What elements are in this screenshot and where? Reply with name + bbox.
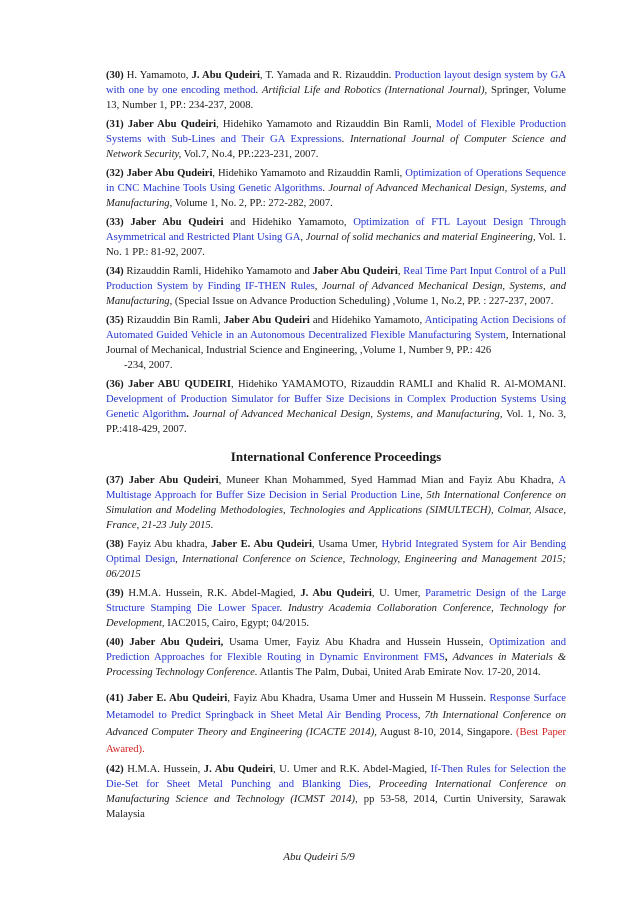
publication-entry: (30) H. Yamamoto, J. Abu Qudeiri, T. Yamada and R. Rizauddin. Production layout design system by GA with one by one encoding method. Artificial Life and Robotics (International Journal), Springer, Volume 13, Number 1, PP.: 234-237, 2008.	[106, 70, 566, 111]
venue: 5th International Conference on Simulation and Modeling Methodologies, Technologies and Applications (SIMULTECH), Colmar, Alsace, France, 21-23 July 2015.	[106, 490, 566, 531]
paper-title-link[interactable]: Hybrid Integrated System for Air Bending Optimal Design	[106, 539, 566, 565]
author-highlight: Jaber Abu Qudeiri,	[129, 637, 224, 648]
venue: Proceeding International Conference on Manufacturing Science and Technology (ICMST 2014)	[106, 779, 567, 805]
publication-entry: (33) Jaber Abu Qudeiri and Hidehiko Yamamoto, Optimization of FTL Layout Design Through Asymmetrical and Restricted Plant Using GA, Journal of solid mechanics and material Engineering, Vol. 1. No. 1 PP.: 81-92, 2007.	[106, 217, 567, 258]
author-highlight: Jaber Abu Qudeiri	[312, 266, 398, 277]
venue: 7th International Conference on Advanced Computer Theory and Engineering (ICACTE 2014)	[106, 710, 567, 738]
venue: International Journal of Mechanical, Industrial Science and Engineering, ,Volume 1, Number 9, PP.: 426	[106, 330, 566, 356]
paper-title-link[interactable]: A Multistage Approach for Buffer Size Decision in Serial Production Line	[106, 475, 566, 501]
paper-title-link[interactable]: If-Then Rules for Selection the Die-Set for Sheet Metal Punching and Blanking Dies	[106, 764, 567, 790]
award-note: (Best Paper Awared).	[106, 727, 566, 755]
publication-entry: (38) Fayiz Abu khadra, Jaber E. Abu Qudeiri, Usama Umer, Hybrid Integrated System for Air Bending Optimal Design, International Conference on Science, Technology, Engineering and Management 2015; 06/2015	[106, 539, 567, 580]
paper-title-link[interactable]: Production layout design system by GA with one by one encoding method	[106, 70, 566, 96]
paper-title-link[interactable]: Model of Flexible Production Systems with Sub-Lines and Their GA Expressions	[106, 119, 566, 145]
author-highlight: J. Abu Qudeiri	[300, 588, 372, 599]
venue: Industry Academia Collaboration Conference, Technology for Development	[106, 603, 567, 629]
publication-entry: (40) Jaber Abu Qudeiri, Usama Umer, Fayiz Abu Khadra and Hussein Hussein, Optimization and Prediction Approaches for Flexible Routing in Dynamic Environment FMS, Advances in Materials & Processing Technology Conference. Atlantis The Palm, Dubai, United Arab Emirate Nov. 17-20, 2014.	[106, 637, 567, 678]
venue: Journal of Advanced Mechanical Design, Systems, and Manufacturing	[106, 183, 567, 209]
paper-title-link[interactable]: Optimization of FTL Layout Design Through Asymmetrical and Restricted Plant Using GA	[106, 217, 566, 243]
venue: Journal of Advanced Mechanical Design, Systems, and Manufacturing	[192, 409, 500, 420]
venue: International Journal of Computer Science and Network Security,	[106, 134, 566, 160]
publication-entry: (35) Rizauddin Bin Ramli, Jaber Abu Qudeiri and Hidehiko Yamamoto, Anticipating Action Decisions of Automated Guided Vehicle in an Autonomous Decentralized Flexible Manufacturing System, International Journal of Mechanical, Industrial Science and Engineering, ,Volume 1, Number 9, PP.: 426 -234, 2007.	[106, 315, 566, 371]
publication-entry: (37) Jaber Abu Qudeiri, Muneer Khan Mohammed, Syed Hammad Mian and Fayiz Abu Khadra, A Multistage Approach for Buffer Size Decision in Serial Production Line, 5th International Conference on Simulation and Modeling Methodologies, Technologies and Applications (SIMULTECH), Colmar, Alsace, France, 21-23 July 2015.	[106, 475, 566, 531]
publication-entry: (31) Jaber Abu Qudeiri, Hidehiko Yamamoto and Rizauddin Bin Ramli, Model of Flexible Production Systems with Sub-Lines and Their GA Expressions. International Journal of Computer Science and Network Security, Vol.7, No.4, PP.:223-231, 2007.	[106, 119, 566, 160]
author-highlight: Jaber Abu Qudeiri	[128, 475, 219, 486]
publication-entry: (34) Rizauddin Ramli, Hidehiko Yamamoto and Jaber Abu Qudeiri, Real Time Part Input Control of a Pull Production System by Finding IF-THEN Rules, Journal of Advanced Mechanical Design, Systems, and Manufacturing, (Special Issue on Advance Production Scheduling) ,Volume 1, No.2, PP. : 227-237, 2007.	[106, 266, 567, 307]
paper-title-link[interactable]: Optimization and Prediction Approaches for Flexible Routing in Dynamic Environment FMS	[106, 637, 566, 663]
venue: Journal of solid mechanics and material Engineering	[305, 232, 533, 243]
paper-title-link[interactable]: Response Surface Metamodel to Predict Springback in Sheet Metal Air Bending Process	[106, 693, 566, 721]
page-footer: Abu Qudeiri 5/9	[283, 851, 355, 863]
venue: Journal of Advanced Mechanical Design, Systems, and Manufacturing	[106, 281, 567, 307]
publication-entry: (42) H.M.A. Hussein, J. Abu Qudeiri, U. Umer and R.K. Abdel-Magied, If-Then Rules for Selection the Die-Set for Sheet Metal Punching and Blanking Dies, Proceeding International Conference on Manufacturing Science and Technology (ICMST 2014), pp 53-58, 2014, Curtin University, Sarawak Malaysia	[106, 764, 567, 820]
publication-entry: (32) Jaber Abu Qudeiri, Hidehiko Yamamoto and Rizauddin Ramli, Optimization of Operations Sequence in CNC Machine Tools Using Genetic Algorithms. Journal of Advanced Mechanical Design, Systems, and Manufacturing, Volume 1, No. 2, PP.: 272-282, 2007.	[106, 168, 567, 209]
author-highlight: Jaber Abu Qudeiri	[126, 168, 213, 179]
section-heading: International Conference Proceedings	[230, 449, 442, 464]
venue: Advances in Materials & Processing Technology Conference.	[106, 652, 567, 678]
publication-entry: (41) Jaber E. Abu Qudeiri, Fayiz Abu Khadra, Usama Umer and Hussein M Hussein. Response Surface Metamodel to Predict Springback in Sheet Metal Air Bending Process, 7th International Conference on Advanced Computer Theory and Engineering (ICACTE 2014), August 8-10, 2014, Singapore. (Best Paper Awared).	[106, 693, 567, 755]
publication-list	[106, 68, 566, 826]
author-highlight: Jaber E. Abu Qudeiri	[211, 539, 312, 550]
paper-title-link[interactable]: Optimization of Operations Sequence in CNC Machine Tools Using Genetic Algorithms	[106, 168, 566, 194]
venue: Artificial Life and Robotics (International Journal),	[261, 85, 488, 96]
paper-title-link[interactable]: Development of Production Simulator for Buffer Size Decisions in Complex Production Systems Using Genetic Algorithm	[106, 394, 566, 420]
paper-title-link[interactable]: Real Time Part Input Control of a Pull Production System by Finding IF-THEN Rules	[106, 266, 566, 292]
paper-title-link[interactable]: Anticipating Action Decisions of Automated Guided Vehicle in an Autonomous Decentralized Flexible Manufacturing System	[106, 315, 566, 341]
page-range-continuation: -234, 2007.	[124, 360, 173, 371]
author-highlight: J. Abu Qudeiri	[191, 70, 260, 81]
author-highlight: Jaber Abu Qudeiri	[127, 119, 217, 130]
author-highlight: Jaber Abu Qudeiri	[223, 315, 310, 326]
author-highlight: J. Abu Qudeiri	[203, 764, 274, 775]
author-highlight: Jaber E. Abu Qudeiri	[127, 693, 228, 704]
venue: International Conference on Science, Technology, Engineering and Management 2015; 06/2015	[106, 554, 567, 580]
author-highlight: Jaber ABU QUDEIRI	[128, 379, 231, 390]
publication-entry: (36) Jaber ABU QUDEIRI, Hidehiko YAMAMOTO, Rizauddin RAMLI and Khalid R. Al-MOMANI. Development of Production Simulator for Buffer Size Decisions in Complex Production Systems Using Genetic Algorithm. Journal of Advanced Mechanical Design, Systems, and Manufacturing, Vol. 1, No. 3, PP.:418-429, 2007.	[106, 379, 566, 435]
publication-entry: (39) H.M.A. Hussein, R.K. Abdel-Magied, J. Abu Qudeiri, U. Umer, Parametric Design of the Large Structure Stamping Die Lower Spacer. Industry Academia Collaboration Conference, Technology for Development, IAC2015, Cairo, Egypt; 04/2015.	[106, 588, 567, 629]
author-highlight: Jaber Abu Qudeiri	[130, 217, 224, 228]
paper-title-link[interactable]: Parametric Design of the Large Structure Stamping Die Lower Spacer	[106, 588, 567, 614]
